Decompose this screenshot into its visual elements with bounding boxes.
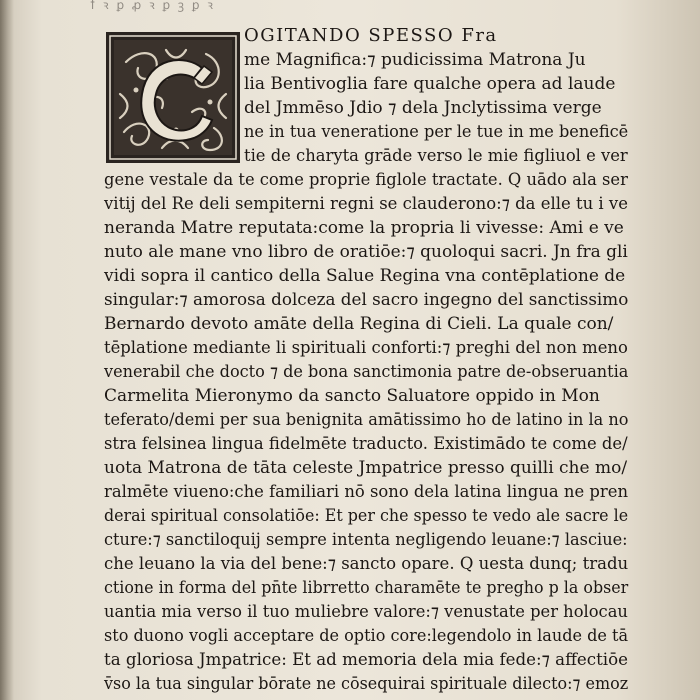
text-line: Bernardo devoto amāte della Regina di Cieli. La quale con/ bbox=[104, 314, 614, 334]
text-line: gene vestale da te come proprie figlole tractate. Q uādo ala ser bbox=[104, 170, 628, 190]
text-line: venerabil che docto ⁊ de bona sanctimonia patre de-obseruantia bbox=[104, 362, 629, 382]
text-line: cture:⁊ sanctiloquij sempre intenta negligendo leuane:⁊ lasciue: bbox=[104, 530, 628, 550]
text-line: ta gloriosa Jmpatrice: Et ad memoria dela mia fede:⁊ affectiōe bbox=[104, 650, 628, 670]
text-line: ne in tua veneratione per le tue in me beneficē bbox=[244, 122, 629, 142]
text-line: vitij del Re deli sempiterni regni se clauderono:⁊ da elle tu i ve bbox=[104, 194, 628, 214]
text-line: v̄so la tua singular bōrate ne cōsequirai spirituale dilecto:⁊ emoz bbox=[104, 674, 629, 694]
text-line: ctione in forma del pn̄te librretto charamēte te pregho p la obser bbox=[104, 578, 629, 598]
text-line: OGITANDO SPESSO Fra bbox=[244, 25, 498, 46]
text-line: vidi sopra il cantico della Salue Regina vna contēplatione de bbox=[104, 266, 626, 286]
text-line: me Magnifica:⁊ pudicissima Matrona Ju bbox=[244, 50, 586, 70]
text-line: singular:⁊ amorosa dolceza del sacro ingegno del sanctissimo bbox=[104, 290, 629, 310]
text-line: sto duono vogli acceptare de optio core:legendolo in laude de tā bbox=[104, 626, 629, 646]
cropped-top-line: ꝉ ꝛ ꝑ ꝓ ꝛ ꝑ ꝫ ꝑ ꝛ bbox=[90, 0, 215, 12]
text-line: uota Matrona de tāta celeste Jmpatrice presso quilli che mo/ bbox=[104, 458, 628, 478]
text-line: tie de charyta grāde verso le mie figliuol e ver bbox=[244, 146, 628, 166]
text-line: del Jmmēso Jdio ⁊ dela Jnclytissima verge bbox=[244, 98, 602, 118]
text-line: lia Bentivoglia fare qualche opera ad laude bbox=[244, 74, 616, 94]
text-line: derai spiritual consolatiōe: Et per che spesso te vedo ale sacre le bbox=[104, 506, 629, 526]
text-line: nuto ale mane vno libro de oratiōe:⁊ quoloqui sacri. Jn fra gli bbox=[104, 242, 628, 262]
text-line: tēplatione mediante li spirituali conforti:⁊ preghi del non meno bbox=[104, 338, 628, 358]
text-line: neranda Matre reputata:come la propria li vivesse: Ami e ve bbox=[104, 218, 624, 238]
text-line: uantia mia verso il tuo muliebre valore:⁊ venustate per holocau bbox=[104, 602, 628, 622]
text-line: stra felsinea lingua fidelmēte traducto. Existimādo te come de/ bbox=[104, 434, 628, 454]
text-line: teferato/demi per sua benignita amātissimo ho de latino in la no bbox=[104, 410, 629, 430]
text-line: che leuano la via del bene:⁊ sancto opare. Q uesta dunq; tradu bbox=[104, 554, 629, 574]
text-line: Carmelita Mieronymo da sancto Saluatore oppido in Mon bbox=[104, 386, 600, 406]
text-line: ralmēte viueno:che familiari nō sono dela latina lingua ne pren bbox=[104, 482, 629, 502]
